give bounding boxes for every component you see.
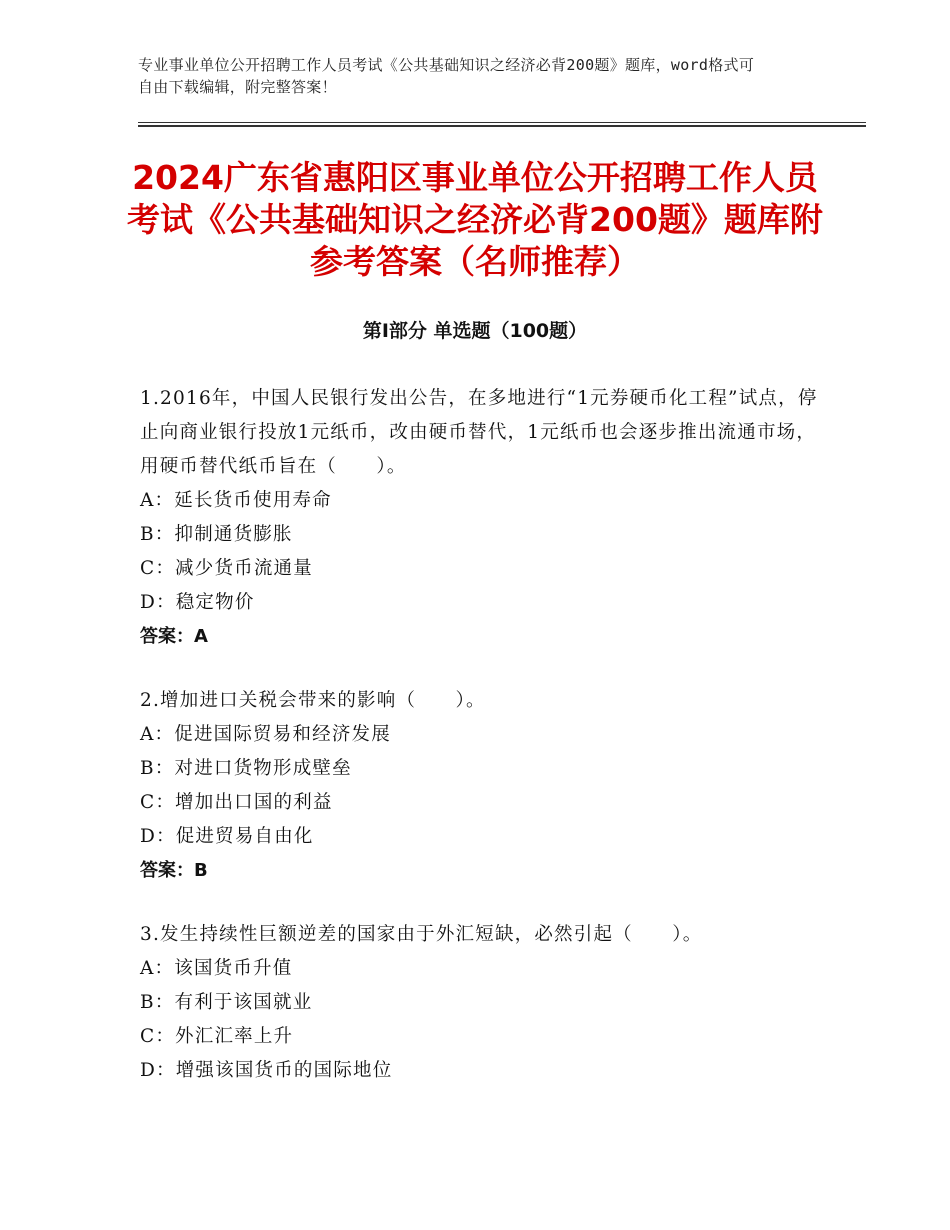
header-divider-thin (138, 122, 866, 123)
option-c: C：减少货币流通量 (140, 558, 313, 579)
answer-label: 答案：B (140, 860, 208, 881)
question-stem: 2.增加进口关税会带来的影响（ ）。 (140, 690, 486, 711)
option-b: B：有利于该国就业 (140, 992, 313, 1013)
header-note: 专业事业单位公开招聘工作人员考试《公共基础知识之经济必背200题》题库，word格式可自由下载编辑，附完整答案！ (138, 56, 755, 96)
header-divider-thick (138, 125, 866, 127)
question-stem: 1.2016年，中国人民银行发出公告，在多地进行“1元券硬币化工程”试点，停止向商业银行投放1元纸币，改由硬币替代，1元纸币也会逐步推出流通市场，用硬币替代纸币旨在（ ）。 (140, 388, 818, 477)
option-c: C：外汇汇率上升 (140, 1026, 294, 1047)
question-2 (140, 684, 820, 888)
option-d: D：增强该国货币的国际地位 (140, 1060, 393, 1081)
option-b: B：抑制通货膨胀 (140, 524, 293, 545)
question-1 (140, 382, 820, 654)
option-c: C：增加出口国的利益 (140, 792, 333, 813)
question-3 (140, 918, 820, 1088)
option-a: A：该国货币升值 (140, 958, 293, 979)
option-a: A：促进国际贸易和经济发展 (140, 724, 391, 745)
question-stem: 3.发生持续性巨额逆差的国家由于外汇短缺，必然引起（ ）。 (140, 924, 703, 945)
section-heading: 第Ⅰ部分 单选题（100题） (362, 320, 588, 342)
document-title: 2024广东省惠阳区事业单位公开招聘工作人员考试《公共基础知识之经济必背200题》题库附参考答案（名师推荐） (127, 158, 823, 281)
option-b: B：对进口货物形成壁垒 (140, 758, 352, 779)
option-a: A：延长货币使用寿命 (140, 490, 332, 511)
option-d: D：促进贸易自由化 (140, 826, 314, 847)
option-d: D：稳定物价 (140, 592, 255, 613)
question-list (140, 382, 820, 1118)
answer-label: 答案：A (140, 626, 208, 647)
